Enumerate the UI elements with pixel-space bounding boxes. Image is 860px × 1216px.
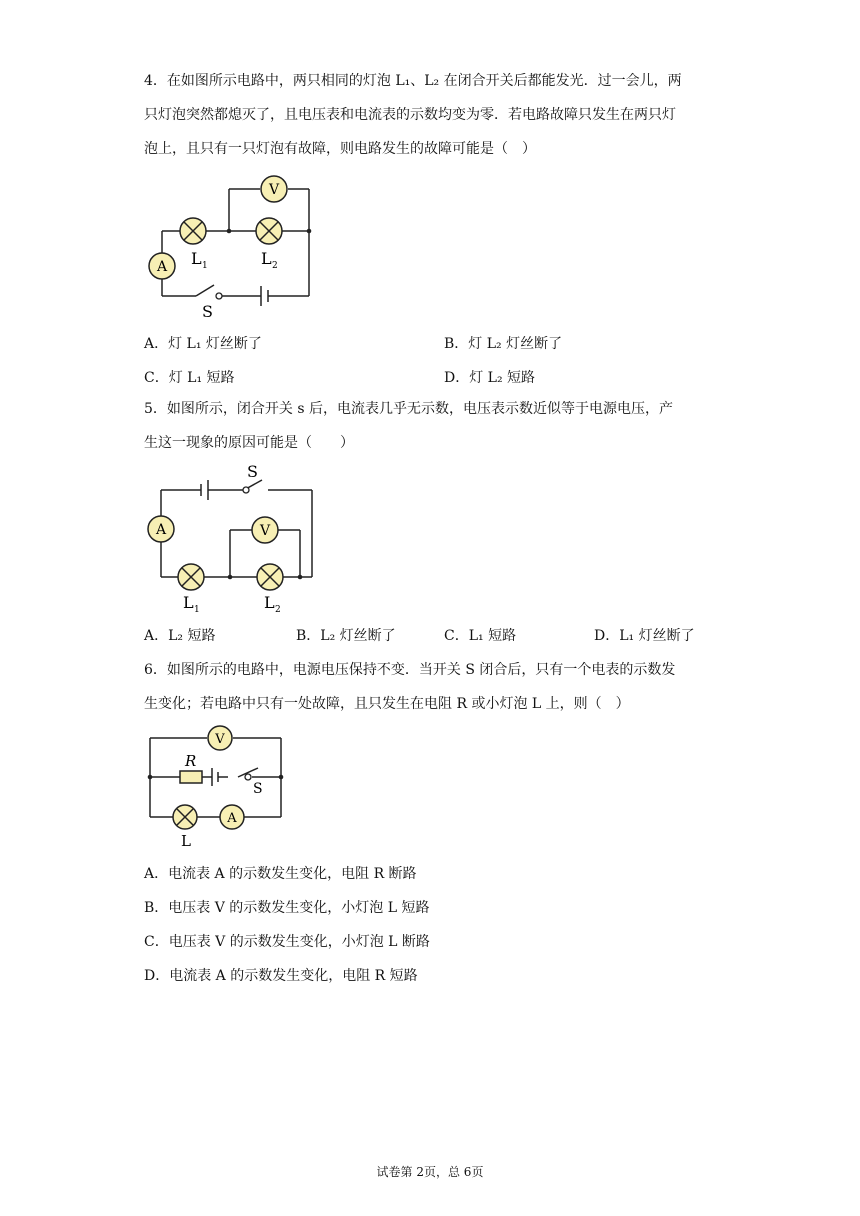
- question-6-option-b[interactable]: B．电压表 V 的示数发生变化，小灯泡 L 短路: [144, 900, 430, 916]
- question-6-stem: [144, 653, 719, 721]
- question-5-option-d[interactable]: D．L₁ 灯丝断了: [594, 628, 695, 644]
- lamp-l2-symbol: [257, 564, 283, 590]
- question-4-stem: [144, 64, 719, 166]
- svg-text:V: V: [215, 732, 225, 747]
- voltmeter-symbol: [208, 726, 232, 750]
- question-6-line: 6．如图所示的电路中，电源电压保持不变．当开关 S 闭合后，只有一个电表的示数发: [144, 662, 676, 678]
- lamp-l2-symbol: [256, 218, 282, 244]
- question-6-circuit-diagram: [140, 724, 300, 858]
- question-5-line: 5．如图所示，闭合开关 s 后，电流表几乎无示数，电压表示数近似等于电源电压，产: [144, 401, 673, 417]
- question-6-option-c[interactable]: C．电压表 V 的示数发生变化，小灯泡 L 断路: [144, 934, 430, 950]
- resistor-symbol: [180, 771, 202, 783]
- question-6-line: 生变化；若电路中只有一处故障，且只发生在电阻 R 或小灯泡 L 上，则（ ）: [144, 696, 630, 712]
- lamp-l1-subscript: 1: [202, 261, 208, 271]
- question-5-stem: [144, 392, 719, 460]
- question-6-option-d[interactable]: D．电流表 A 的示数发生变化，电阻 R 短路: [144, 968, 418, 984]
- question-4-line: 泡上，且只有一只灯泡有故障，则电路发生的故障可能是（ ）: [144, 141, 536, 157]
- question-4-option-b[interactable]: B．灯 L₂ 灯丝断了: [444, 336, 563, 352]
- question-5-option-b[interactable]: B．L₂ 灯丝断了: [296, 628, 396, 644]
- svg-text:V: V: [268, 182, 280, 198]
- lamp-l2-label: L: [261, 249, 272, 268]
- ammeter-symbol: [149, 253, 175, 279]
- question-4-line: 只灯泡突然都熄灭了，且电压表和电流表的示数均变为零．若电路故障只发生在两只灯: [144, 107, 676, 123]
- svg-text:A: A: [156, 259, 168, 275]
- question-6-option-a[interactable]: A．电流表 A 的示数发生变化，电阻 R 断路: [144, 866, 417, 882]
- resistor-label: R: [185, 752, 197, 770]
- question-4-option-a[interactable]: A．灯 L₁ 灯丝断了: [144, 336, 262, 352]
- switch-label: S: [247, 462, 258, 481]
- lamp-l1-label: L: [191, 249, 202, 268]
- question-4-line: 4．在如图所示电路中，两只相同的灯泡 L₁、L₂ 在闭合开关后都能发光．过一会儿，两: [144, 73, 682, 89]
- question-5-line: 生这一现象的原因可能是（ ）: [144, 435, 354, 451]
- voltmeter-symbol: [261, 176, 287, 202]
- voltmeter-symbol: [252, 517, 278, 543]
- lamp-l1-symbol: [178, 564, 204, 590]
- lamp-l2-subscript: 2: [275, 605, 281, 615]
- switch-label: S: [202, 302, 213, 321]
- lamp-l1-symbol: [180, 218, 206, 244]
- lamp-symbol: [173, 805, 197, 829]
- lamp-l1-label: L: [183, 593, 194, 612]
- ammeter-symbol: [148, 516, 174, 542]
- question-4-option-d[interactable]: D．灯 L₂ 短路: [444, 370, 536, 386]
- question-5-circuit-diagram: [140, 460, 330, 619]
- page-footer: 试卷第 2页，总 6页: [376, 1165, 484, 1179]
- svg-text:A: A: [227, 811, 237, 826]
- switch-label: S: [253, 781, 263, 797]
- question-4-circuit-diagram: [140, 172, 330, 326]
- ammeter-symbol: [220, 805, 244, 829]
- lamp-l2-label: L: [264, 593, 275, 612]
- svg-text:V: V: [259, 523, 271, 539]
- lamp-l2-subscript: 2: [272, 261, 278, 271]
- question-5-option-a[interactable]: A．L₂ 短路: [144, 628, 216, 644]
- question-5-option-c[interactable]: C．L₁ 短路: [444, 628, 517, 644]
- question-4-option-c[interactable]: C．灯 L₁ 短路: [144, 370, 235, 386]
- lamp-l1-subscript: 1: [194, 605, 200, 615]
- svg-text:A: A: [155, 522, 167, 538]
- lamp-label: L: [181, 832, 191, 850]
